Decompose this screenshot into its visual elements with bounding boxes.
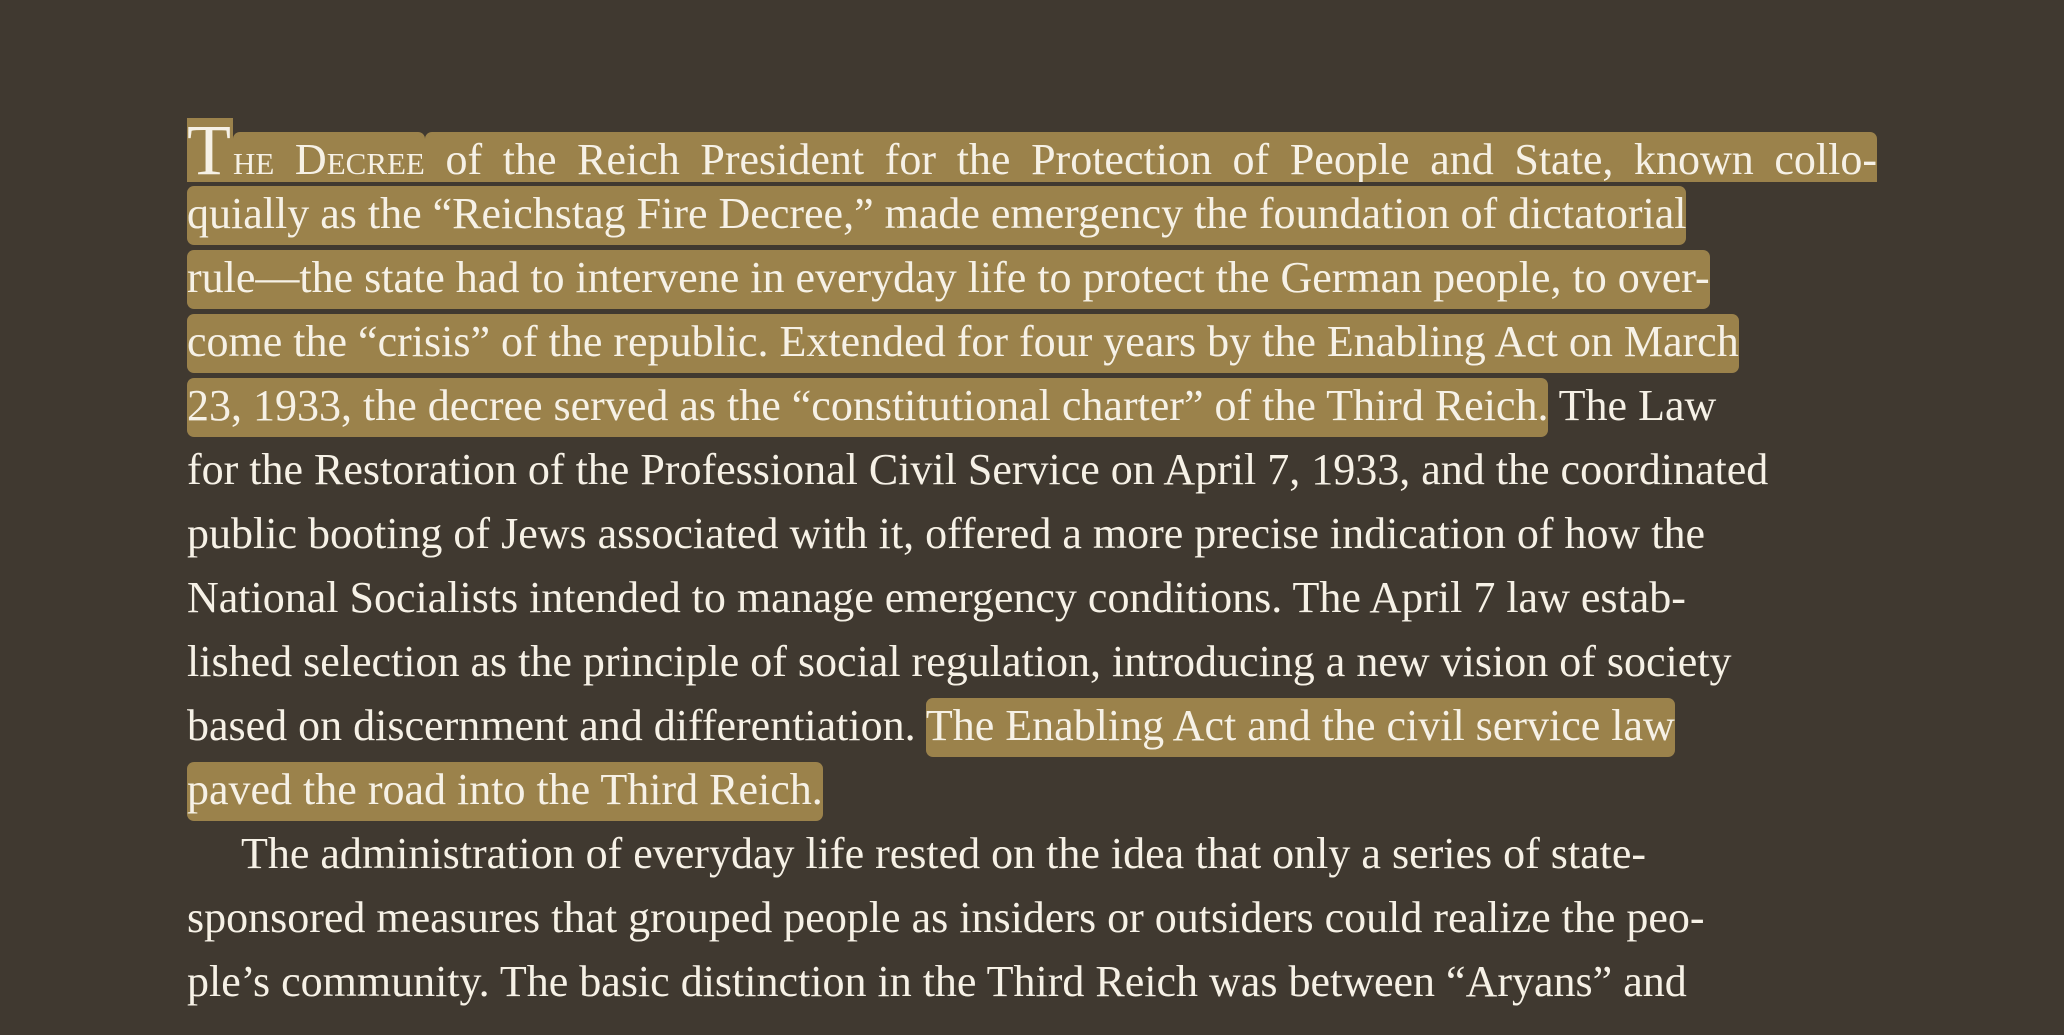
highlighted-text[interactable]: come the “crisis” of the republic. Extended for four years by the Enabling Act on March (187, 314, 1739, 373)
small-caps-lead: he Decree (233, 132, 425, 182)
text-line[interactable] (187, 182, 1877, 246)
text-line: The administration of everyday life rested on the idea that only a series of state- (241, 829, 1647, 878)
text-line: lished selection as the principle of social regulation, introducing a new vision of society (187, 637, 1732, 686)
highlighted-text[interactable]: rule—the state had to intervene in everyday life to protect the German people, to over- (187, 250, 1710, 309)
text-line[interactable] (187, 246, 1877, 310)
text-line[interactable] (187, 118, 1877, 182)
plain-text: based on discernment and differentiation. (187, 701, 926, 750)
text-line[interactable] (187, 758, 1877, 822)
highlighted-text[interactable]: paved the road into the Third Reich. (187, 762, 823, 821)
text-line: for the Restoration of the Professional Civil Service on April 7, 1933, and the coordinated (187, 445, 1769, 494)
text-line: ple’s community. The basic distinction in the Third Reich was between “Aryans” and (187, 957, 1687, 1006)
text-line[interactable] (187, 310, 1877, 374)
highlighted-text[interactable]: quially as the “Reichstag Fire Decree,” made emergency the foundation of dictatorial (187, 186, 1686, 245)
text-line: public booting of Jews associated with it, offered a more precise indication of how the (187, 509, 1705, 558)
highlighted-text[interactable]: 23, 1933, the decree served as the “constitutional charter” of the Third Reich. (187, 378, 1548, 437)
highlighted-text[interactable]: The Enabling Act and the civil service law (926, 698, 1675, 757)
text-line[interactable] (187, 694, 1877, 758)
plain-text: The Law (1548, 381, 1717, 430)
text-line: sponsored measures that grouped people as insiders or outsiders could realize the peo- (187, 893, 1705, 942)
text-line[interactable] (187, 374, 1877, 438)
text-line: National Socialists intended to manage emergency conditions. The April 7 law estab- (187, 573, 1686, 622)
drop-cap: T (187, 118, 233, 182)
body-text (187, 118, 1877, 1014)
highlighted-text[interactable]: of the Reich President for the Protection of People and State, known collo- (425, 132, 1877, 182)
